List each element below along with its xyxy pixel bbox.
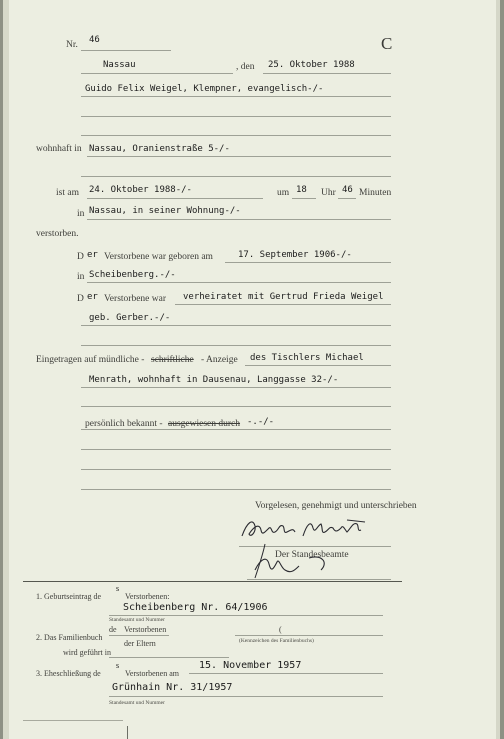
nr-value: 46 <box>89 35 100 45</box>
footer-separator <box>23 581 402 582</box>
known-line <box>81 429 391 430</box>
item2-divider <box>109 635 169 636</box>
registration-line-1 <box>245 365 391 366</box>
registration-value-line1: des Tischlers Michael <box>250 353 364 363</box>
birth-date-line <box>225 262 391 263</box>
date-value: 25. Oktober 1988 <box>268 60 355 70</box>
marriage-d-label: D <box>77 294 84 304</box>
registrar-signature-line <box>247 579 391 580</box>
civil-register-page <box>3 0 500 739</box>
marriage-text-label: Verstorbene war <box>104 294 166 304</box>
item3-value: Grünhain Nr. 31/1957 <box>112 682 233 693</box>
nr-label: Nr. <box>66 40 78 50</box>
hour-value: 18 <box>296 185 307 195</box>
marriage-value-line2: geb. Gerber.-/- <box>89 313 171 323</box>
registration-label-struck: schriftliche <box>151 355 194 365</box>
item3-date-line <box>189 673 383 674</box>
blank-line-8 <box>81 489 391 490</box>
residence-label: wohnhaft in <box>36 144 82 154</box>
minute-line <box>338 198 356 199</box>
item2-wird: wird geführt in <box>63 648 111 657</box>
date-line <box>263 73 391 74</box>
minute-value: 46 <box>342 185 353 195</box>
nr-line <box>81 50 171 51</box>
residence-value: Nassau, Oranienstraße 5-/- <box>89 144 230 154</box>
den-label: , den <box>236 62 255 72</box>
place-value: Nassau <box>103 60 136 70</box>
item2-wird-line <box>109 657 229 658</box>
person-line <box>81 96 391 97</box>
marriage-line-2 <box>81 325 391 326</box>
place-line <box>81 73 233 74</box>
marriage-er-suffix: er <box>87 292 98 302</box>
birth-place-value: Scheibenberg.-/- <box>89 270 176 280</box>
residence-line <box>87 156 391 157</box>
birth-place-line <box>87 282 391 283</box>
death-date-line <box>87 198 263 199</box>
minuten-label: Minuten <box>359 188 392 198</box>
item2-paren: ( <box>279 625 282 634</box>
uhr-label: Uhr <box>321 188 336 198</box>
item3-date: 15. November 1957 <box>199 660 302 671</box>
death-date-value: 24. Oktober 1988-/- <box>89 185 192 195</box>
blank-line-1 <box>81 116 391 117</box>
death-place-line <box>87 219 391 220</box>
registrar-signature <box>247 540 337 582</box>
known-suffix: -.-/- <box>247 417 275 427</box>
blank-line-7 <box>81 469 391 470</box>
item3-line <box>109 696 383 697</box>
blank-line-6 <box>81 449 391 450</box>
birth-in-label: in <box>77 272 85 282</box>
bottom-tick <box>127 726 128 739</box>
item2-de: de <box>109 625 117 634</box>
approved-text: Vorgelesen, genehmigt und unterschrieben <box>255 501 417 511</box>
marriage-line-1 <box>175 304 391 305</box>
item3-label: 3. Eheschließung de <box>36 669 101 678</box>
registrar-label: Der Standesbeamte <box>275 550 349 560</box>
registration-value-line2: Menrath, wohnhaft in Dausenau, Langgasse 32-/- <box>89 375 339 385</box>
hour-line <box>292 198 316 199</box>
bottom-rule <box>23 720 123 721</box>
item1-suffix: Verstorbenen: <box>125 592 170 601</box>
item2-verstorbenen: Verstorbenen <box>124 625 167 634</box>
item2-caption: (Kennzeichen des Familienbuchs) <box>239 638 314 644</box>
item3-sup: s <box>116 661 120 670</box>
blank-line-3 <box>81 176 391 177</box>
birth-er-suffix: er <box>87 250 98 260</box>
known-prefix: persönlich bekannt - <box>85 419 163 429</box>
page-edge-right <box>496 0 500 739</box>
corner-letter: C <box>381 34 393 53</box>
item1-line <box>109 615 383 616</box>
item3-caption: Standesamt und Nummer <box>109 700 165 706</box>
item1-caption: Standesamt und Nummer <box>109 617 165 623</box>
item2-eltern: der Eltern <box>124 639 156 648</box>
blank-line-5 <box>81 406 391 407</box>
birth-date-value: 17. September 1906-/- <box>238 250 352 260</box>
death-in-label: in <box>77 209 85 219</box>
marriage-value-line1: verheiratet mit Gertrud Frieda Weigel <box>183 292 384 302</box>
registration-label-suffix: - Anzeige <box>201 355 238 365</box>
item2-line <box>235 635 383 636</box>
known-struck: ausgewiesen durch <box>168 419 241 429</box>
death-place-value: Nassau, in seiner Wohnung-/- <box>89 206 241 216</box>
birth-text-label: Verstorbene war geboren am <box>104 252 213 262</box>
item1-value: Scheibenberg Nr. 64/1906 <box>123 602 268 613</box>
item2-label: 2. Das Familienbuch <box>36 633 103 642</box>
um-label: um <box>277 188 290 198</box>
blank-line-4 <box>81 345 391 346</box>
person-value: Guido Felix Weigel, Klempner, evangelisch-/- <box>85 84 324 94</box>
ist-am-label: ist am <box>56 188 79 198</box>
item1-label: 1. Geburtseintrag de <box>36 592 102 601</box>
page-edge-left <box>3 0 9 739</box>
verstorben-label: verstorben. <box>36 229 79 239</box>
registration-line-2 <box>81 387 391 388</box>
item3-suffix: Verstorbenen am <box>125 669 179 678</box>
registration-label-prefix: Eingetragen auf mündliche - <box>36 355 145 365</box>
item1-sup: s <box>116 584 120 593</box>
blank-line-2 <box>81 135 391 136</box>
birth-d-label: D <box>77 252 84 262</box>
